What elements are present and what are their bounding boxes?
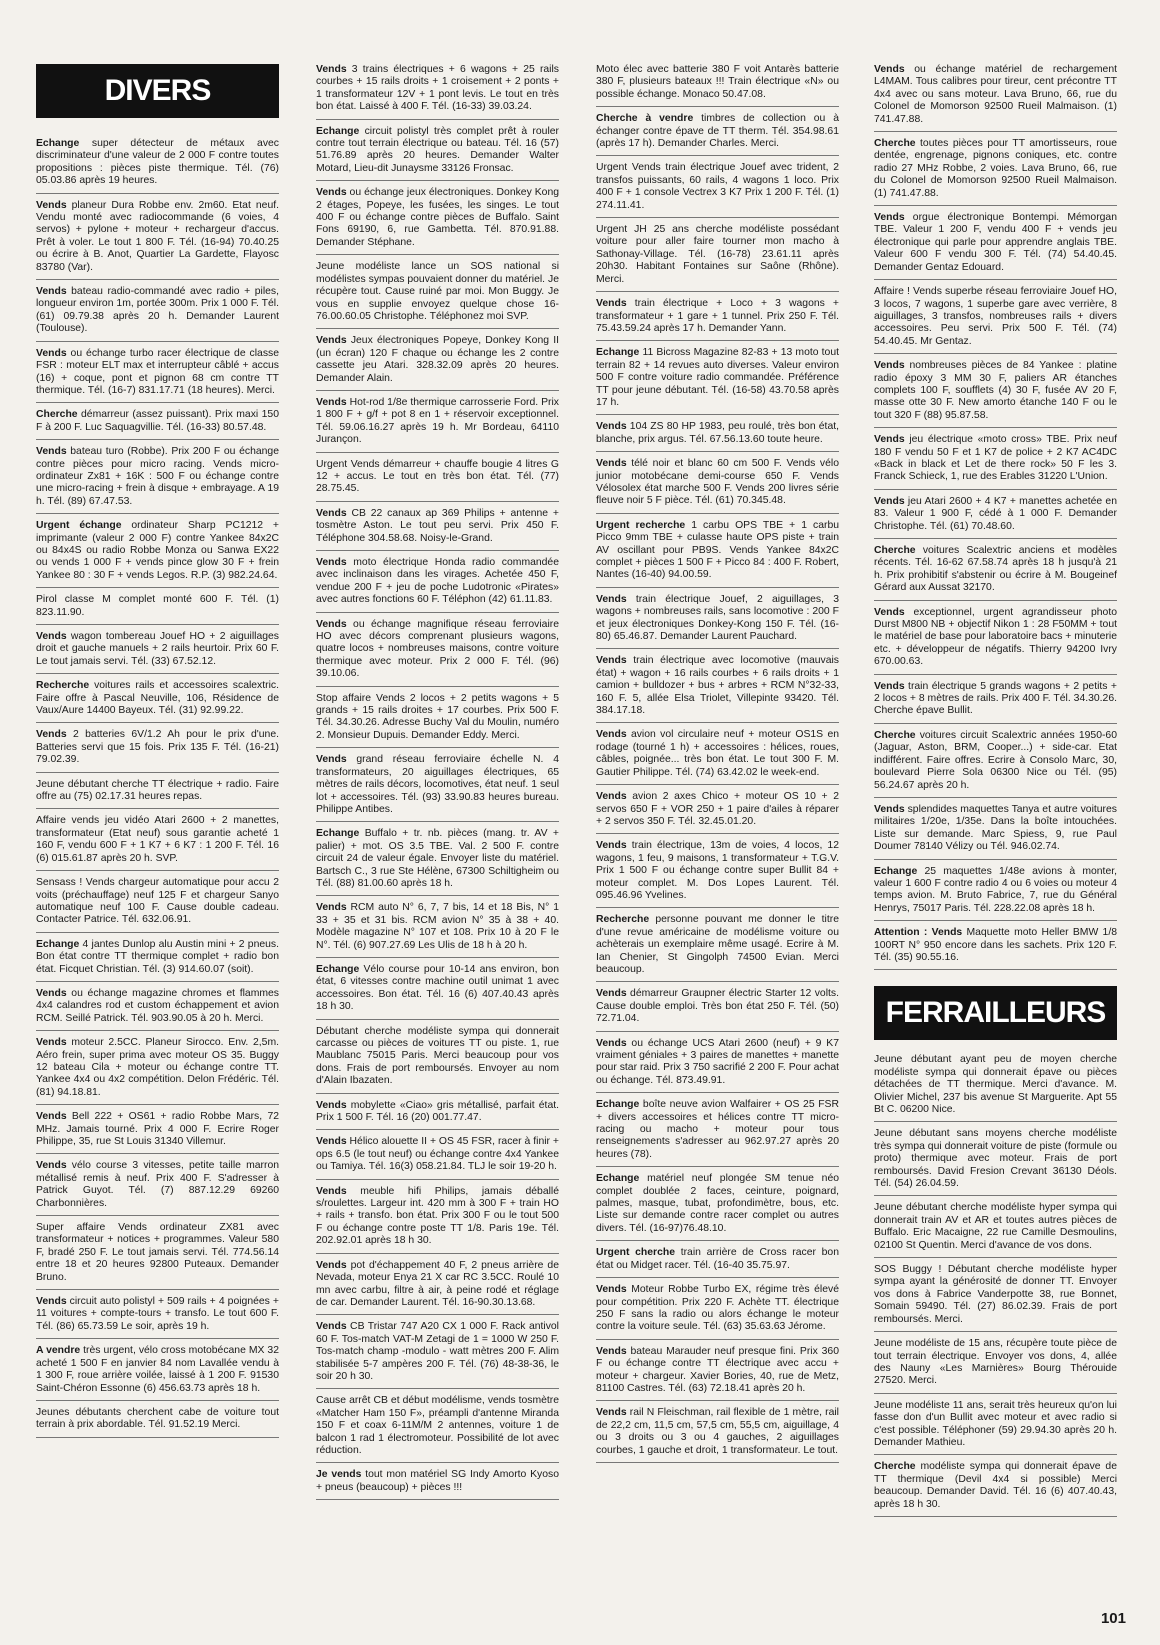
ad-keyword: Vends (316, 507, 347, 519)
ad-keyword: Vends (874, 434, 905, 446)
classified-ad (874, 496, 1117, 539)
classified-ad (316, 335, 559, 391)
classified-ad (316, 693, 559, 749)
ad-text: 1 carbu OPS TBE + 1 carbu Picco 9mm TBE + culasse haute OPS piste + train AV oscillant pour PB9S. Vends Yankee 84x2C complet + pièces 1 500 F + Picco 84 : 400 F. Robert, Nantes (16-40) 94.00.59. (596, 519, 840, 581)
classified-ad (874, 138, 1117, 206)
ad-text: Vélo course pour 10-14 ans environ, bon état, 6 vitesses contre machine outil unimat 1 avec accessoires. Bon état. Tél. 16 (6) 407.40.43 après 18 h 30. (316, 963, 559, 1013)
ad-text: CB 22 canaux ap 369 Philips + antenne + tosmètre Aston. Le tout peu servi. Prix 450 F. Téléphone 304.58.68. Noisy-le-Grand. (316, 507, 559, 544)
classified-ad (596, 458, 839, 514)
ad-text: avion 2 axes Chico + moteur OS 10 + 2 servos 650 F + VOR 250 + 1 paire d'ailes à réparer + 2 servos 350 F. Tél. 32.45.01.20. (596, 791, 839, 827)
ad-keyword: Vends (36, 347, 67, 359)
ad-keyword: Vends (316, 1259, 347, 1271)
ad-text: bateau turo (Robbe). Prix 200 F ou échange contre pièces pour micro racing. Vends micro-ordinateur Zx81 + 16K : 500 F ou échange contre une micro-racing + frein à disque + embrayage. A 19 h. Tél. (89) 67.47.53. (36, 446, 279, 507)
ad-keyword: Vends (596, 1284, 627, 1296)
ad-keyword: Vends (36, 729, 67, 741)
ad-keyword: Vends (36, 631, 67, 642)
ad-keyword: Vends (874, 64, 905, 75)
classified-ad (596, 347, 839, 415)
classified-ad (316, 261, 559, 329)
ad-keyword: Vends (596, 840, 627, 852)
classified-ad (316, 64, 559, 120)
classified-ad (36, 1407, 279, 1438)
ad-text: 11 Bicross Magazine 82-83 + 13 moto tout terrain 82 + 14 revues auto diverses. Valeur environ 500 F contre voiture radio commandée. Préférence TT pour jeune débutant. Tél. (16-58) 43.70.58 après 17 h. (596, 347, 839, 408)
classified-ad (36, 631, 279, 674)
ad-keyword: Vends (596, 421, 627, 433)
classified-ad (316, 902, 559, 958)
ad-text: Hélico alouette II + OS 45 FSR, racer à finir + ops 6.5 (le tout neuf) ou échange contre 4x4 Yankee ou Tamiya. Tél. 16(3) 058.21.84. TLJ le soir 19-20 h. (316, 1136, 559, 1173)
ad-text: super détecteur de métaux avec discriminateur d'une valeur de 2 000 F contre toutes propositions : pièces piste thermique. Tél. (76) 05.03.86 après 19 heures. (36, 138, 279, 187)
classified-ad (36, 1037, 279, 1105)
classified-ad (596, 840, 839, 908)
ad-keyword: Echange (316, 828, 360, 840)
ad-text: Jeune modéliste lance un SOS national si modélistes sympas pouvaient donner du matériel. Je récupère tout. Cause ruiné par moi. Mon Buggy. Je vous en supplie envoyez quelque chose 16-76.00.60.05 Christophe. Téléphonez moi SVP. (316, 261, 559, 322)
ad-text: mobylette «Ciao» gris métallisé, parfait état. Prix 1 500 F. Tél. 16 (20) 001.77.47. (316, 1099, 559, 1124)
ad-keyword: Vends (36, 987, 67, 999)
ad-text: ou échange magazine chromes et flammes 4x4 calandres rod et custom échappement et avion RCM. Seillé Patrick. Tél. 903.90.05 à 20 h. Merci. (36, 987, 279, 1024)
classified-ad (316, 828, 559, 896)
classified-ad (596, 914, 839, 982)
ad-keyword: Vends (316, 1185, 347, 1197)
ad-text: Stop affaire Vends 2 locos + 2 petits wagons + 5 grands + 15 rails droites + 17 courbes. Prix 500 F. Tél. 34.30.26. Adresse Buchy Val du Moulin, numéro 2. Monsieur Dupuis. Demander Eddy. Merci. (316, 692, 559, 741)
classified-ad (874, 927, 1117, 970)
ad-keyword: Vends (36, 199, 67, 211)
ad-text: pot d'échappement 40 F, 2 pneus arrière de Nevada, moteur Enya 21 X car RC 3.5CC. Roulé 10 mn avec carbu, filtre à air, à peine rodé et réglage de car. Demander Laurent. Tél. 16-90.30.13.68. (316, 1259, 559, 1308)
classified-ad (316, 1026, 559, 1094)
ads-list (316, 64, 559, 1500)
ad-text: train électrique Jouef, 2 aiguillages, 3 wagons + nombreuses rails, sans locomotive : 200 F et jeux électroniques Donkey-Kong 150 F. Tél. (16-80) 65.46.87. Demander Laurent Pauchard. (596, 593, 839, 643)
ad-text: Bell 222 + OS61 + radio Robbe Mars, 72 MHz. Jamais tourné. Prix 4 000 F. Ecrire Roger Philippe, 35, rue St Louis 31340 Villemur. (36, 1111, 279, 1147)
ad-text: Hot-rod 1/8e thermique carrosserie Ford. Prix 1 800 F + g/f + pot 8 en 1 + réservoir exceptionnel. Tél. 59.06.16.27 après 19 h. Mr Bordeau, 64110 Jurançon. (316, 396, 559, 446)
ad-text: timbres de collection ou à échanger contre épave de TT therm. Tél. 354.98.61 (après 17 h). Demander Charles. Merci. (596, 113, 839, 150)
classified-ad (596, 791, 839, 834)
ad-text: Urgent Vends train électrique Jouef avec trident, 2 transfos puissants, 60 rails, 4 wagons 1 loco. Prix 400 F + 1 console Vectrex 3 K7 Prix 1 200 F. Tél. (1) 274.11.41. (596, 162, 839, 211)
ad-text: rail N Fleischman, rail flexible de 1 mètre, rail de 22,2 cm, 11,5 cm, 57,5 cm, 55,5 cm, aiguillage, 4 ou 3 droits ou 3 ou 4 gauches, 2 aiguillages courbes, 1 gauche et droit, 1 transformateur. Le tout. (596, 1407, 839, 1456)
classified-ad (316, 1260, 559, 1316)
classified-ad (316, 1321, 559, 1389)
classified-ad (596, 1038, 839, 1094)
ad-keyword: Vends (596, 1037, 627, 1049)
ad-keyword: Vends (596, 1407, 627, 1419)
ad-text: Pirol classe M complet monté 600 F. Tél. (1) 823.11.90. (36, 594, 279, 618)
ads-list (874, 64, 1117, 970)
ad-text: avion vol circulaire neuf + moteur OS1S en rodage (tourné 1 h) + accessoires : hélices, roues, câbles, poignée... très bon état. Le tout 300 F. M. Gautier Philippe. Tél. (74) 63.42.02 le week-end. (596, 729, 839, 778)
classified-ad (316, 557, 559, 613)
ad-text: Urgent JH 25 ans cherche modéliste possédant voiture pour aller faire tourner mon macho à Sathonay-Village. Tél. (16-78) 23.61.11 après 20h30. Habitant Fontaines sur Saône (Rhône). Merci. (596, 224, 839, 285)
classified-ad (316, 1100, 559, 1131)
ad-keyword: Vends (874, 212, 905, 224)
ad-keyword: Echange (874, 865, 918, 877)
classified-ad (874, 1400, 1117, 1456)
classified-ad (36, 200, 279, 280)
ad-text: circuit polistyl très complet prêt à rouler contre tout terrain électrique ou bateau. Tél. 16 (57) 51.76.89 après 20 heures. Demander Walter Motard, Lieu-dit Junaysme 33126 Fronsac. (316, 125, 559, 174)
ad-keyword: Vends (36, 1160, 67, 1172)
ad-text: Jeune débutant cherche TT électrique + radio. Faire offre au (75) 02.17.31 heures repas. (36, 778, 279, 803)
ad-text: Moteur Robbe Turbo EX, régime très élevé pour compétition. Prix 220 F. Achète TT. électrique 250 F sans la radio ou alors échange le moteur contre la voiture seule. Tél. (63) 35.63.63 Jérome. (596, 1284, 839, 1333)
ad-keyword: Vends (596, 988, 627, 1000)
column-1 (36, 64, 279, 1444)
ad-text: Super affaire Vends ordinateur ZX81 avec transformateur + notices + programmes. Valeur 580 F, bradé 250 F. Le tout jamais servi. Tél. 774.56.14 entre 18 et 20 heures 92800 Puteaux. Demander Bruno. (36, 1222, 279, 1283)
classified-ad (36, 409, 279, 440)
ad-text: train électrique, 13m de voies, 4 locos, 12 wagons, 1 feu, 9 maisons, 1 transformateur + T.G.V. Prix 1 500 F ou échange contre super Bullit 84 + moteur complet. M. Dos Lopes Laurent. Tél. 095.46.96 Yvelines. (596, 840, 839, 901)
ad-text: planeur Dura Robbe env. 2m60. Etat neuf. Vendu monté avec radiocommande (6 voies, 4 servos) + pylone + moteur + rechargeur d'accus. Prêt à voler. Le tout 1 800 F. Tél. (16-94) 70.40.25 ou écrire à B. Anot, Quartier La Gardette, Flayosc 83780 (Var). (36, 199, 279, 273)
ad-text: train électrique 5 grands wagons + 2 petits + 2 locos + 8 mètres de rails. Prix 400 F. Tél. 34.30.26. Cherche épave Bullit. (874, 680, 1117, 717)
classified-ad (874, 607, 1117, 675)
ad-keyword: Vends (596, 655, 627, 667)
classified-ad (874, 212, 1117, 280)
ad-keyword: Vends (36, 1037, 67, 1049)
ad-text: grand réseau ferroviaire échelle N. 4 transformateurs, 20 aiguillages électriques, 65 mètres de rails décors, locomotives, état neuf. 1 seul lot + accessoires. Tél. (93) 33.90.83 heures bureau. Philippe Antibes. (316, 754, 559, 815)
classified-ad (596, 1284, 839, 1340)
ad-text: wagon tombereau Jouef HO + 2 aiguillages droit et gauche manuels + 2 rails heurtoir. Prix 60 F. Le tout jamais servi. Tél. (33) 67.52.12. (36, 631, 279, 667)
classified-ad (316, 619, 559, 687)
classified-ad (36, 939, 279, 982)
ad-text: ordinateur Sharp PC1212 + imprimante (valeur 2 000 F) contre Yankee 84x2C ou 84x4S ou radio Robbe Monza ou Sanwa EX22 ou vends 1 000 F + vends pince glow 30 F + frein Yankee 80 : 30 F + vends Legos. R.P. (3) 982.24.64. (36, 520, 279, 581)
classified-ad (36, 1222, 279, 1290)
classified-ad (36, 988, 279, 1031)
ad-text: matériel neuf plongée SM tenue néo complet doublée 2 faces, ceinture, poignard, palmes, masque, tubat, profondimètre, bous, etc. Liste sur demande contre racer complet ou autres divers. Tél. (16-97)76.48.10. (596, 1173, 839, 1234)
ad-keyword: Vends (316, 618, 347, 630)
ad-text: ou échange jeux électroniques. Donkey Kong 2 étages, Popeye, les fusées, les singes. Le tout 400 F ou échange contre pièces de Buffalo. Saint Fons 69190, 6, rue Gambetta. Tél. 870.91.88. Demander Stéphane. (316, 187, 559, 248)
ad-keyword: Cherche (874, 1461, 916, 1473)
ad-text: Maquette moto Heller BMW 1/8 100RT N° 950 encore dans les sachets. Prix 120 F. Tél. (35) 90.55.16. (874, 927, 1117, 963)
ad-keyword: Urgent échange (36, 520, 122, 532)
ad-text: circuit auto polistyl + 509 rails + 4 poignées + 11 voitures + compte-tours + transfo. Le tout 600 F. Tél. (86) 65.73.59 Le soir, après 19 h. (36, 1296, 279, 1332)
classified-ad (596, 729, 839, 785)
classified-ad (596, 520, 839, 588)
ad-keyword: Vends (874, 803, 905, 815)
classified-ad (874, 1338, 1117, 1394)
ad-text: tout mon matériel SG Indy Amorto Kyoso + pneus (beaucoup) + pièces !!! (316, 1469, 560, 1493)
classified-ad (596, 594, 839, 650)
classified-ad (316, 397, 559, 453)
classified-ad (36, 729, 279, 772)
ad-text: vélo course 3 vitesses, petite taille marron métallisé remis à neuf. Prix 400 F. S'adresser à Patrick Guyot. Tél. (7) 887.12.29 69260 Charbonnières. (36, 1160, 279, 1209)
ad-keyword: Vends (596, 458, 627, 470)
ad-text: 2 batteries 6V/1.2 Ah pour le prix d'une. Batteries servi que 15 fois. Prix 135 F. Tél. (16-21) 79.02.39. (36, 729, 279, 766)
column-3 (596, 64, 839, 1469)
ad-keyword: Cherche à vendre (596, 113, 694, 125)
ad-text: Jeunes débutants cherchent cabe de voiture tout terrain à prix abordable. Tél. 91.52.19 Merci. (36, 1406, 279, 1431)
ad-text: exceptionnel, urgent agrandisseur photo Durst M800 NB + objectif Nikon 1 : 28 F50MM + tout le matériel de base pour laboratoire bacs + minuterie etc. + développeur de négatifs. Thierry 94200 Ivry 670.00.63. (874, 606, 1117, 668)
ad-keyword: Cherche (36, 409, 78, 421)
ad-text: Débutant cherche modéliste sympa qui donnerait carcasse ou pièces de voitures TT ou piste. 1, rue Maublanc 75015 Paris. Merci beaucoup pour vos dons. Frais de port remboursés. Envoyer au nom d'Alain Ibazaten. (316, 1025, 559, 1087)
classified-ad (316, 754, 559, 822)
classified-ad (596, 655, 839, 723)
classified-ad (596, 113, 839, 156)
classified-ad (36, 348, 279, 404)
ad-keyword: Echange (596, 1173, 640, 1185)
ad-text: bateau radio-commandé avec radio + piles, longueur environ 1m, portée 300m. Prix 1 000 F. Tél. (61) 09.79.38 après 20 h. Demander Laurent (Toulouse). (36, 286, 279, 335)
classified-ad (874, 804, 1117, 860)
ads-list (596, 64, 839, 1463)
ad-text: 104 ZS 80 HP 1983, peu roulé, très bon état, blanche, prix argus. Tél. 67.56.13.60 toute heure. (596, 421, 839, 445)
ad-keyword: Vends (316, 187, 347, 199)
classified-ad (596, 298, 839, 341)
classified-ad (874, 1128, 1117, 1196)
classified-ad (596, 224, 839, 292)
ad-keyword: Vends (596, 729, 627, 741)
ad-keyword: Vends (596, 298, 627, 310)
ad-text: modéliste sympa qui donnerait épave de TT thermique (Devil 4x4 si possible) Merci beaucoup. Demander David. Tél. 16 (6) 407.40.43, après 18 h 30. (874, 1461, 1117, 1510)
ad-keyword: Vends (316, 64, 347, 75)
section-header-divers: DIVERS (36, 64, 279, 118)
classified-ad (874, 1202, 1117, 1258)
classified-ad (36, 1345, 279, 1401)
ad-keyword: Recherche (596, 914, 650, 926)
classified-ad (874, 866, 1117, 922)
ad-text: train électrique avec locomotive (mauvais état) + wagon + 16 rails courbes + 6 rails droits + 1 camion + bulldozer + bus + arbres + RCM N°32-33, 160 F. 5, allée Elsa Triolet, Villepinte 93420. Tél. 384.17.18. (596, 655, 839, 717)
ad-keyword: Echange (36, 138, 80, 149)
classified-ad (596, 1346, 839, 1402)
classified-ad (316, 126, 559, 182)
ad-text: Jeune débutant cherche modéliste hyper sympa qui donnerait train AV et AR et toutes autres pièces de Buffalo. Eric Macaigne, 22 rue Camille Desmoulins, 02100 St Quentin. Merci d'avance de vos dons. (874, 1202, 1117, 1251)
ad-text: voitures circuit Scalextric années 1950-60 (Jaguar, Aston, BRM, Cooper...) + side-car. Etat indifférent. Faire offres. Ecrire à Consolo Marc, 30, boulevard Pierre Sola 06300 Nice ou Tél. (95) 56.24.67 après 20 h. (874, 729, 1117, 791)
classified-ad (874, 730, 1117, 798)
ad-text: boîte neuve avion Walfairer + OS 25 FSR + divers accessoires et hélices contre TT micro-racing ou macho + moteur pour tous renseignements s'adresser au 962.97.27 après 20 heures (78). (596, 1099, 839, 1160)
ad-text: meuble hifi Philips, jamais déballé s/roulettes. Largeur int. 420 mm à 300 F + train HO + rails + transfo. bon état. Prix 300 F ou le tout 500 F ou échange contre poste TT 1/8. Paris 19e. Tél. 202.92.01 après 18 h 30. (316, 1185, 559, 1247)
classified-ad (596, 1247, 839, 1278)
classified-ad (316, 187, 559, 255)
classified-ad (874, 1461, 1117, 1517)
classified-ad (36, 446, 279, 514)
ad-text: Buffalo + tr. nb. pièces (mang. tr. AV + palier) + mot. OS 3.5 TBE. Val. 2 500 F. contre circuit 24 de valeur égale. Envoyer liste du matériel. Bartsch C., 3 rue Ste Hélène, 67300 Schiltigheim ou Tél. (88) 81.00.60 après 18 h. (316, 828, 559, 889)
ad-text: Urgent Vends démarreur + chauffe bougie 4 litres G 12 + accus. Le tout en très bon état. Tél. (77) 28.75.45. (316, 458, 559, 495)
ad-keyword: Vends (36, 446, 67, 458)
classified-ad (874, 545, 1117, 601)
ad-keyword: Vends (316, 557, 347, 568)
ad-keyword: Vends (316, 396, 347, 408)
ad-text: ou échange turbo racer électrique de classe FSR : moteur ELT max et interrupteur câblé + accus (16) + coque, pont et pignon 68 cm contre TT thermique. Tél. (16-7) 831.17.71 (18 heures). Merci. (36, 347, 279, 396)
ad-keyword: Vends (874, 360, 905, 372)
classified-ad (36, 815, 279, 871)
ad-text: Affaire vends jeu vidéo Atari 2600 + 2 manettes, transformateur (Etat neuf) sous garantie acheté 1 160 F, vendu 600 F + 1 K7 + 6 K7 : 1 200 F. Tél. 16 (6) 015.61.87 après 20 h. SVP. (36, 815, 279, 864)
classified-ad (596, 421, 839, 452)
classified-ad (596, 162, 839, 218)
ad-keyword: Vends (874, 606, 905, 618)
ad-text: très urgent, vélo cross motobécane MX 32 acheté 1 500 F en janvier 84 nom Lavallée vendu à 1 300 F, roue arrière voilée, laissé à 1 200 F. 91530 Saint-Chéron Essonne (6) 456.63.73 après 18 h. (36, 1345, 279, 1394)
ad-keyword: Vends (874, 495, 905, 507)
ad-text: 4 jantes Dunlop alu Austin mini + 2 pneus. Bon état contre TT thermique complet + radio bon état. Ficquet Christian. Tél. (3) 914.60.07 (soit). (36, 938, 279, 975)
ad-text: Jeune modéliste 11 ans, serait très heureux qu'on lui fasse don d'un Bullit avec moteur et avec radio si c'est possible. Téléphoner (59) 29.94.30 après 20 h. Demander Mathieu. (874, 1399, 1117, 1448)
ad-keyword: Echange (36, 938, 80, 950)
ad-text: ou échange UCS Atari 2600 (neuf) + 9 K7 vraiment géniales + 3 paires de manettes + manette pour star raid. Prix 3 750 sacrifié 2 200 F. Pour achat ou échange. Tél. 873.49.91. (596, 1037, 839, 1086)
classified-ad (36, 680, 279, 723)
ad-keyword: Echange (316, 963, 360, 975)
ad-keyword: Attention : Vends (874, 927, 963, 939)
section-header-ferrailleurs: FERRAILLEURS (874, 986, 1117, 1040)
ad-text: jeu électrique «moto cross» TBE. Prix neuf 180 F vendu 50 F et 1 K7 de police + 2 K7 AC4DC «Back in black et Let de there rock» 50 F les 3. Franck Schieck, 1, rue des Erables 31220 L'Union. (874, 434, 1117, 483)
ad-text: bateau Marauder neuf presque fini. Prix 360 F ou échange contre TT électrique avec accu + moteur + chargeur. Xavier Bories, 40, rue de Metz, 81100 Castres. Tél. (63) 72.18.41 après 20 h. (596, 1345, 839, 1394)
classified-ad (596, 64, 839, 107)
classified-ad (596, 1173, 839, 1241)
ad-text: Jeune débutant ayant peu de moyen cherche modéliste sympa qui donnerait épave ou pièces détachées de TT thermique. Merci d'avance. M. Olivier Michel, 237 bis avenue St Marguerite. Apt 55 Bt C. 06200 Nice. (874, 1054, 1117, 1115)
ad-keyword: Vends (316, 335, 347, 347)
classified-ad (36, 594, 279, 625)
ad-text: Moto élec avec batterie 380 F voit Antarès batterie 380 F, plusieurs bateaux !!! Train électrique «N» ou possible échange. Monaco 50.47.08. (596, 64, 839, 100)
classified-ad (36, 1111, 279, 1154)
ad-text: voitures Scalextric anciens et modèles récents. Tél. 16-62 67.58.74 après 18 h jusqu'à 21 h. Prix prohibitif s'abstenir ou écrire à M. Bougeinef Gérard aux Aussat 32170. (874, 545, 1117, 594)
ad-text: jeu Atari 2600 + 4 K7 + manettes achetée en 83. Valeur 1 900 F, cédé à 1 000 F. Demander Christophe. Tél. (61) 70.48.60. (874, 495, 1117, 532)
classified-ad (874, 1054, 1117, 1122)
ads-list (36, 138, 279, 1438)
ad-text: moto électrique Honda radio commandée avec inclinaison dans les virages. Achetée 450 F, vendue 200 F + jeu de poche Ludotronic «Pirates» avec autres fonctions 60 F. Téléphon (42) 61.11.83. (316, 557, 559, 606)
ad-text: Cause arrêt CB et début modélisme, vends tosmètre «Matcher Ham 150 F», préampli d'antenne Miranda 150 F et coax 6-11M/M 2 antennes, voiture 1 de balcon 1 rad 1 électromoteur. Possibilité de lot avec réduction. (316, 1395, 559, 1456)
ad-text: train électrique + Loco + 3 wagons + transformateur + 1 gare + 1 tunnel. Prix 250 F. Tél. 75.43.59.24 après 17 h. Demander Yann. (596, 298, 839, 334)
ad-text: toutes pièces pour TT amortisseurs, roue dentée, engrenage, pignons coniques, etc. contre radio 27 MHz Robbe, 2 voies. Lava Bruno, 66, rue du Colonel de Momorson 92500 Rueil Malmaison. (1) 741.47.88. (874, 138, 1117, 199)
classified-ad (874, 64, 1117, 132)
classified-ad (316, 459, 559, 502)
classified-ad (874, 681, 1117, 724)
ad-text: 3 trains électriques + 6 wagons + 25 rails courbes + 15 rails droits + 1 croisement + 2 ponts + 1 transformateur 12V + 1 pont levis. Le tout en très bon état. Laissé à 400 F. Tél. (16-33) 39.03.24. (316, 64, 559, 113)
ad-text: Jeux électroniques Popeye, Donkey Kong II (un écran) 120 F chaque ou échange les 2 contre cassette jeu Atari. 328.32.09 après 20 heures. Demander Alain. (316, 335, 559, 384)
classified-ad (874, 1264, 1117, 1332)
ad-keyword: Vends (596, 791, 627, 803)
ad-text: orgue électronique Bontempi. Mémorgan TBE. Valeur 1 200 F, vendu 400 F + vends jeu électronique qui parle pour apprendre anglais TBE. Valeur 600 F vendu 300 F. Tél. (74) 54.40.45. Demander Gentaz Edouard. (874, 212, 1117, 273)
ad-keyword: Urgent recherche (596, 519, 686, 531)
classified-ad (316, 1395, 559, 1463)
ad-keyword: Vends (874, 680, 905, 692)
page-number: 101 (1100, 1610, 1126, 1627)
classified-ad (36, 520, 279, 588)
ad-text: train arrière de Cross racer bon état ou Midget racer. Tél. (16-40 35.75.97. (596, 1247, 839, 1271)
ad-keyword: Urgent cherche (596, 1247, 676, 1259)
ad-text: RCM auto N° 6, 7, 7 bis, 14 et 18 Bis, N° 1 33 + 35 et 31 bis. RCM avion N° 35 à 38 + 40. Modèle magazine N° 107 et 108. Prix 10 à 20 F le N°. Tél. (6) 907.27.69 Les Ulis de 18 h à 20 h. (316, 902, 559, 951)
classified-ad (874, 360, 1117, 428)
ad-keyword: Vends (36, 286, 67, 298)
ad-keyword: Vends (316, 1321, 347, 1333)
ad-keyword: Vends (316, 754, 347, 766)
ad-text: Sensass ! Vends chargeur automatique pour accu 2 voits (préchauffage) neuf 125 F et chargeur Sanyo automatique neuf 100 F. Cause double cadeau. Contacter Patrice. Tél. 632.06.91. (36, 877, 279, 926)
ad-text: splendides maquettes Tanya et autre voitures militaires 1/20e, 1/35e. Dans la boîte intouchées. Liste sur demande. Marc Spiess, 9, rue Paul Doumer 78140 Vélizy ou Tél. 946.02.74. (874, 803, 1117, 853)
ad-keyword: Vends (316, 902, 347, 914)
ads-list (874, 1054, 1117, 1517)
classified-ad (36, 286, 279, 342)
ad-text: ou échange matériel de rechargement L4MAM. Tous calibres pour tireur, cent précontre TT 4x4 avec ou sans moteur. Lava Bruno, 66, rue du Colonel de Momorson 92500 Rueil Malmaison. (1) 741.47.88. (874, 64, 1117, 125)
classified-ad (36, 779, 279, 810)
ad-text: SOS Buggy ! Débutant cherche modéliste hyper sympa ayant la générosité de donner TT. Envoyer vos dons à Fabrice Vanderpotte 38, rue Bonnet, Somain 59490. Tél. (27) 86.02.39. Frais de port remboursés. Merci. (874, 1264, 1117, 1325)
classified-ad (316, 508, 559, 551)
ad-keyword: Vends (596, 593, 627, 605)
classified-ad (36, 1160, 279, 1216)
ad-text: 25 maquettes 1/48e avions à monter, valeur 1 600 F contre radio 4 ou 6 voies ou moteur 4 temps avion. M. Bruto Fabrice, 7, rue du Général Henrys, 75017 Paris. Tél. 228.22.08 après 18 h. (874, 865, 1117, 914)
classified-ad (36, 138, 279, 194)
column-2 (316, 64, 559, 1506)
ad-keyword: Cherche (874, 729, 916, 741)
ad-keyword: Cherche (874, 545, 916, 556)
classified-ad (316, 1136, 559, 1179)
ad-text: personne pouvant me donner le titre d'une revue américaine de modélisme voiture ou achèterais un exemplaire même usagé. Ecrire à M. Ian Chenier, St Gingolph 74500 Evian. Merci beaucoup. (596, 914, 839, 975)
ad-keyword: Echange (596, 347, 640, 359)
ad-text: démarreur Graupner électric Starter 12 volts. Cause double emploi. Très bon état 250 F. Tél. (50) 72.71.04. (596, 988, 839, 1025)
ad-keyword: Vends (36, 1296, 67, 1308)
ad-keyword: A vendre (36, 1345, 81, 1357)
ad-text: Affaire ! Vends superbe réseau ferroviaire Jouef HO, 3 locos, 7 wagons, 1 superbe gare avec verrière, 8 aiguillages, 3 transfos, nombreuses rails + divers accessoires. Peu servi. Prix 500 F. Tél. (74) 54.40.45. Mr Gentaz. (874, 286, 1117, 347)
classified-ad (596, 1407, 839, 1463)
column-4 (874, 64, 1117, 1523)
classified-ad (874, 286, 1117, 354)
ad-keyword: Echange (596, 1099, 640, 1111)
ad-keyword: Echange (316, 125, 360, 137)
ad-keyword: Vends (316, 1099, 347, 1111)
ad-keyword: Vends (316, 1136, 347, 1148)
ad-text: moteur 2.5CC. Planeur Sirocco. Env. 2,5m. Aéro frein, super prima avec moteur OS 35. Buggy 12 bateau Cila + moteur ou échange contre TT. Yankee 4x4 ou 4x2 compétition. Delon Frédéric. Tél. (81) 94.18.81. (36, 1037, 279, 1098)
ad-keyword: Recherche (36, 680, 90, 692)
classified-ad (316, 964, 559, 1020)
ad-keyword: Je vends (316, 1469, 362, 1481)
ad-keyword: Vends (36, 1111, 67, 1123)
ad-text: voitures rails et accessoires scalextric. Faire offre à Pascal Neuville, 106, Résidence de Vaux/Aure 14400 Bayeux. Tél. (31) 92.99.22. (36, 680, 279, 717)
classified-ad (36, 1296, 279, 1339)
classified-ad (316, 1186, 559, 1254)
ad-keyword: Cherche (874, 138, 916, 150)
ad-text: nombreuses pièces de 84 Yankee : platine radio époxy 3 MM 30 F, paliers AR étanches complets 100 F, soufflets (4) 30 F, fusée AV 20 F, masse otte 30 F. New amorto étanche 140 F ou le tout 320 F (88) 95.87.58. (874, 360, 1117, 421)
classified-ad (36, 877, 279, 933)
classified-ad (596, 988, 839, 1031)
ad-keyword: Vends (596, 1345, 627, 1357)
ad-text: Jeune modéliste de 15 ans, récupère toute pièce de tout terrain électrique. Envoyer vos dons, 4, allée des Nauny «Les Marnières» Bourg Thérouide 27520. Merci. (874, 1338, 1117, 1387)
ad-text: Jeune débutant sans moyens cherche modéliste très sympa qui donnerait voiture de piste (formule ou proto) thermique avec moteur. Frais de port remboursés. David Fresion Crevant 36130 Déols. Tél. (54) 26.04.59. (874, 1128, 1117, 1190)
classified-ad (874, 434, 1117, 490)
classified-ad (316, 1469, 559, 1500)
ad-text: ou échange magnifique réseau ferroviaire HO avec décors comprenant plusieurs wagons, quatre locos + nombreuses maisons, contre voiture thermique avec moteur. Prix 2 000 F. Tél. (96) 39.10.06. (316, 618, 559, 680)
ad-text: télé noir et blanc 60 cm 500 F. Vends vélo junior motobécane demi-course 650 F. Vends Vélosolex état marche 500 F. Vends 200 livres série fleuve noir 5 F pièce. Tél. (61) 70.345.48. (596, 458, 839, 507)
classified-ad (596, 1099, 839, 1167)
ad-text: démarreur (assez puissant). Prix maxi 150 F à 200 F. Luc Saquagvillie. Tél. (16-33) 80.57.48. (36, 409, 279, 433)
ad-text: CB Tristar 747 A20 CX 1 000 F. Rack antivol 60 F. Tos-match VAT-M Zetagi de 1 = 1000 W 250 F. Tos-match champ -modulo - watt mètres 200 F. Alim stabilisée 5-7 ampères 200 F. Tél. (76) 48-38-36, le soir 20 h 30. (316, 1321, 559, 1382)
